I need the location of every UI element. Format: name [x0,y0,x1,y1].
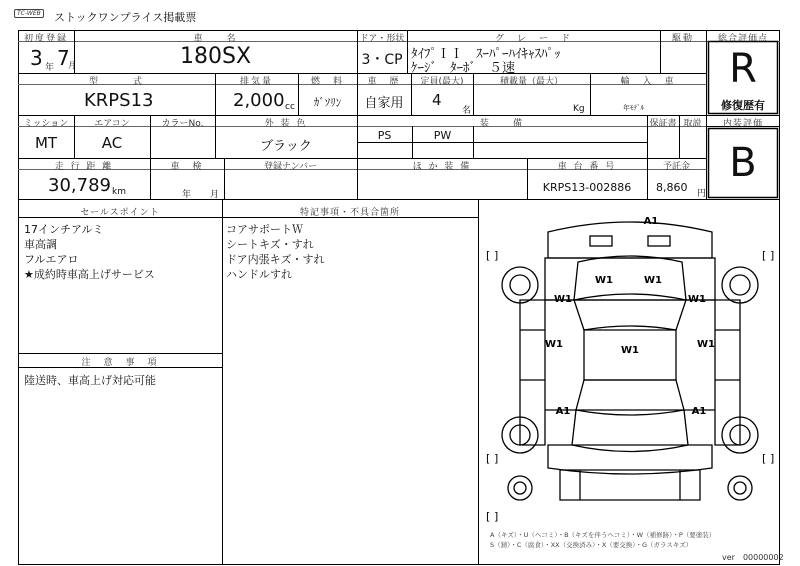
svg-text:[: [ [486,249,491,262]
list-item: シートキズ・すれ [226,238,314,251]
label-exterior: 外 装 色 [264,119,308,129]
list-item: フルエアロ [24,253,79,266]
label-displacement: 排気量 [239,77,273,87]
list-item: ★成約時車高上げサービス [24,268,155,281]
fuel-value: ｶﾞｿﾘﾝ [313,96,342,109]
label-capacity: 定員(最大) [420,77,464,87]
damage-mark: W1 [688,294,706,305]
aircon-value: AC [101,134,123,152]
overall-sub: 修復歴有 [721,99,765,112]
svg-text:[: [ [762,249,767,262]
reg-month-unit: 月 [68,61,76,70]
damage-mark: W1 [545,339,563,350]
selling-points-list [24,222,155,282]
label-other-equipment: ほ か 装 備 [412,162,472,172]
label-chassis: 車 台 番 号 [557,162,617,172]
version: ver 00000002 [722,553,784,562]
damage-mark: A1 [555,406,571,417]
damage-mark: W1 [621,345,639,356]
list-item: ハンドルすれ [226,268,292,281]
capacity-value: 4 [432,91,442,109]
grade-line2: ｹｰｼﾞ ﾀｰﾎﾞ ５速 [411,61,516,76]
reg-month: 7 [57,46,70,70]
damage-mark: W1 [595,275,613,286]
damage-mark: W1 [554,294,572,305]
label-price: 予託金 [662,162,690,172]
diagram-legend-line1: A（キズ）・U（ヘコミ）・B（キズを伴うヘコミ）・W（補修跡）・P（要塗装） [490,531,716,539]
label-color-no: カラーNo. [161,119,204,129]
cautions-list [24,373,156,388]
list-item: ドア内張キズ・すれ [226,253,325,266]
svg-text:[: [ [486,452,491,465]
list-item: 17インチアルミ [24,223,104,236]
mileage-unit: km [112,187,126,197]
selling-points-label: セールスポイント [80,208,160,218]
car-diagram [502,222,758,500]
label-inspection: 車 検 [170,162,204,172]
equipment-ps: PS [377,129,392,142]
label-door-shape: ドア・形状 [359,34,405,44]
svg-text:[: [ [762,452,767,465]
displacement: 2,000 [233,90,285,111]
label-import: 輸 入 車 [620,77,676,87]
interior-score: B [729,140,757,186]
equipment-pw: PW [433,129,452,142]
label-equipment: 装 備 [479,119,524,129]
reg-year: 3 [30,46,43,70]
car-name: 180SX [179,44,252,69]
svg-text:]: ] [494,510,499,523]
car-type-value: 自家用 [364,96,404,111]
label-model: 型 式 [88,77,144,87]
label-fuel: 燃 料 [310,77,344,87]
label-manual: 取説 [683,119,702,129]
grade-line1: ﾀｲﾌﾟＩＩ ｽｰﾊﾟｰﾊｲｷｬｽﾊﾟｯ [411,47,561,62]
chassis-number: KRPS13-002886 [542,181,632,194]
label-car-type: 車 歴 [367,77,401,87]
inspection-year: 年 [182,190,192,200]
price-unit: 円 [697,189,707,199]
load-unit: Kg [573,104,585,114]
label-interior: 内装評価 [722,119,763,129]
mileage-value: 30,789 [48,175,111,196]
logo: TC-WEB [14,9,44,18]
label-first-reg: 初度登録 [23,34,68,44]
model-code: KRPS13 [84,90,154,111]
label-warranty: 保証書 [649,119,677,129]
label-overall: 総合評価点 [717,34,768,44]
svg-text:]: ] [770,249,775,262]
label-mileage: 走 行 距 離 [54,162,114,172]
damage-mark: A1 [643,216,659,227]
damage-mark: W1 [644,275,662,286]
label-mission: ミッション [23,119,69,129]
overall-score: R [729,46,757,92]
price-value: 8,860 [656,181,688,194]
svg-text:]: ] [770,452,775,465]
door-shape: 3・CP [361,52,403,68]
displacement-unit: cc [285,102,295,112]
label-aircon: エアコン [94,119,130,129]
damage-mark: A1 [691,406,707,417]
label-drive: 駆動 [671,34,694,44]
damage-mark: W1 [697,339,715,350]
label-car-name: 車 名 [193,34,238,44]
import-unit: 年ﾓﾃﾞﾙ [623,104,644,112]
label-load: 積載量（最大） [499,77,563,87]
cautions-label: 注 意 事 項 [81,358,159,368]
list-item: 車高調 [24,238,57,251]
special-notes-label: 特記事項・不具合箇所 [299,208,400,218]
list-item: コアサポートＷ [226,223,303,236]
svg-text:[: [ [486,510,491,523]
label-grade: グ レ ー ド [494,34,572,44]
diagram-legend-line2: S（錆）・C（腐食）・XX（交換済み）・X（要交換）・G（ガラスキズ） [490,541,693,549]
page-title: ストックワンプライス掲載票 [54,11,197,24]
svg-text:]: ] [494,452,499,465]
label-plate: 登録ナンバー [264,162,317,172]
reg-year-unit: 年 [45,63,55,73]
svg-text:]: ] [494,249,499,262]
capacity-unit: 名 [462,106,472,116]
mission-value: MT [34,134,58,152]
inspection-month: 月 [210,190,220,200]
list-item: 陸送時、車高上げ対応可能 [24,374,156,387]
exterior-color: ブラック [260,139,312,154]
special-notes-list [226,222,324,282]
